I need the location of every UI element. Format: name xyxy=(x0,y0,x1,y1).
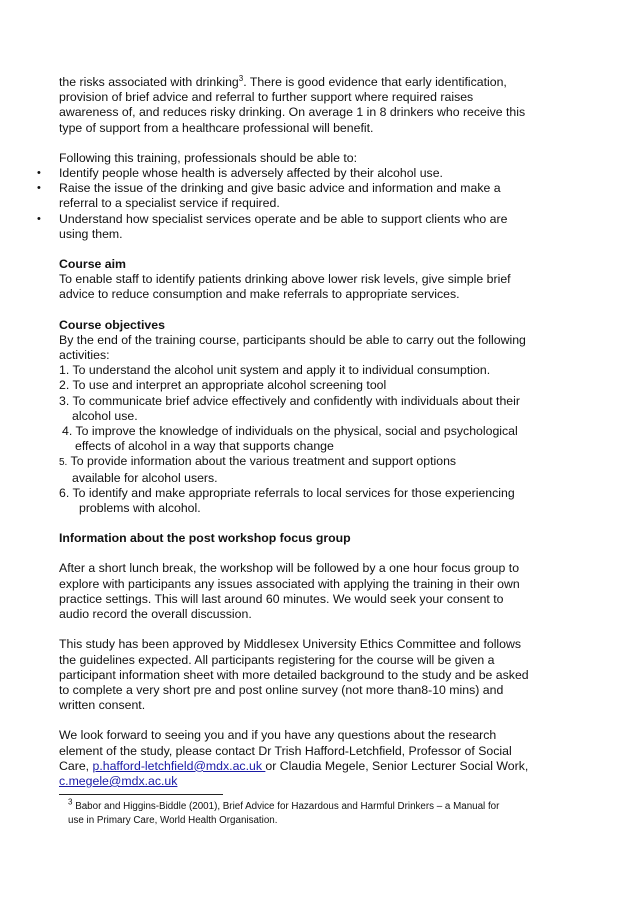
list-item: 2. To use and interpret an appropriate alcohol screening tool xyxy=(59,378,387,393)
email-link-hafford[interactable]: p.hafford-letchfield@mdx.ac.uk xyxy=(92,758,266,773)
list-item: 5. To provide information about the various treatment and support options available for alcohol users. xyxy=(59,454,457,485)
bullet-icon: • xyxy=(37,167,41,180)
email-link-megele[interactable]: c.megele@mdx.ac.uk xyxy=(59,773,178,788)
course-aim-heading: Course aim xyxy=(59,257,126,272)
bullet-icon: • xyxy=(37,182,41,195)
outcomes-list xyxy=(37,166,559,242)
footnote: $^3$ Babor and Higgins-Biddle (2001), Brief Advice for Hazardous and Harmful Drinkers – a Manual for use in Primary Care, World Health Organisation. xyxy=(68,797,500,826)
footnote-mark: 3 xyxy=(68,797,73,807)
list-item: 4. To improve the knowledge of individuals on the physical, social and psychological effects of alcohol in a way that supports change xyxy=(62,424,518,454)
list-item: 3. To communicate brief advice effectively and confidently with individuals about their alcohol use. xyxy=(59,393,520,423)
list-item: • Understand how specialist services operate and be able to support clients who are using them. xyxy=(37,211,508,241)
contact-paragraph: We look forward to seeing you and if you have any questions about the research element of the study, please contact Dr Trish Hafford-Letchfield, Professor of Social Care, p.hafford-letchfield@mdx.ac.uk or Claudia Megele, Senior Lecturer Social Work, c.megele@mdx.ac.uk xyxy=(59,728,529,788)
footnote-divider xyxy=(59,794,223,795)
focus-group-paragraph: After a short lunch break, the workshop will be followed by a one hour focus group to explore with participants any issues associated with applying the training in their own practice settings. This will last around 60 minutes. We would seek your consent to audio record the overall discussion. xyxy=(59,561,520,622)
course-objectives-heading: Course objectives xyxy=(59,317,165,332)
list-item: • Identify people whose health is adversely affected by their alcohol use. xyxy=(37,166,443,181)
objectives-list xyxy=(59,363,559,516)
list-item: 6. To identify and make appropriate referrals to local services for those experiencing problems with alcohol. xyxy=(59,485,515,516)
following-lead: Following this training, professionals should be able to: xyxy=(59,150,358,165)
document-body: the risks associated with drinking$^3$. There is good evidence that early identification, provision of brief advice and referral to further support where required raises awareness of, and reduces risky drinking. On average 1 in 8 drinkers who receive this type of support from a healthcare professional will benefit. Following this training, professionals should be able to: • Identify people whose health is adversely affected by their alcohol use. • Raise the issue of the drinking and give basic advice and information and make a referral to a specialist service if required. • Understand how specialist services operate and be able to support clients who are using them. Course aim To enable staff to identify patients drinking above lower risk levels, give simple brief advice to reduce consumption and make referrals to appropriate services. Course objectives By the end of the training course, participants should be able to carry out the following activities: 1. To understand the alcohol unit system and apply it to individual consumption. 2. To use and interpret an appropriate alcohol screening tool 3. To communicate brief advice effectively and confidently with individuals about their alcohol use. 4. To improve the knowledge of individuals on the physical, social and psychological effects of alcohol in a way that supports change 5. To provide information about the various treatment and support options available for alcohol users. 6. To identify and make appropriate referrals to local services for those experiencing problems with alcohol. Information about the post workshop focus group After a short lunch break, the workshop will be followed by a one hour focus group to explore with participants any issues associated with applying the training in their own practice settings. This will last around 60 minutes. We would seek your consent to audio record the overall discussion. This study has been approved by Middlesex University Ethics Committee and follows the guidelines expected. All participants registering for the course will be given a participant information sheet with more detailed background to the study and be asked to complete a very short pre and post online survey (not more than8-10 mins) and written consent. We look forward to seeing you and if you have any questions about the research element of the study, please contact Dr Trish Hafford-Letchfield, Professor of Social Care, p.hafford-letchfield@mdx.ac.uk or Claudia Megele, Senior Lecturer Social Work, c.megele@mdx.ac.uk xyxy=(59,75,559,789)
bullet-icon: • xyxy=(37,212,41,225)
ethics-paragraph: This study has been approved by Middlesex University Ethics Committee and follows the guidelines expected. All participants registering for the course will be given a participant information sheet with more detailed background to the study and be asked to complete a very short pre and post online survey (not more than8-10 mins) and written consent. xyxy=(59,637,529,713)
intro-paragraph: the risks associated with drinking$^3$. There is good evidence that early identification, provision of brief advice and referral to further support where required raises awareness of, and reduces risky drinking. On average 1 in 8 drinkers who receive this type of support from a healthcare professional will benefit. xyxy=(59,73,526,135)
focus-group-heading: Information about the post workshop focus group xyxy=(59,531,351,546)
intro-text: the risks associated with drinking xyxy=(59,75,239,89)
footnote-ref[interactable]: 3 xyxy=(238,73,244,83)
list-item: • Raise the issue of the drinking and give basic advice and information and make a referral to a specialist service if required. xyxy=(37,181,501,211)
list-item: 1. To understand the alcohol unit system and apply it to individual consumption. xyxy=(59,363,491,378)
